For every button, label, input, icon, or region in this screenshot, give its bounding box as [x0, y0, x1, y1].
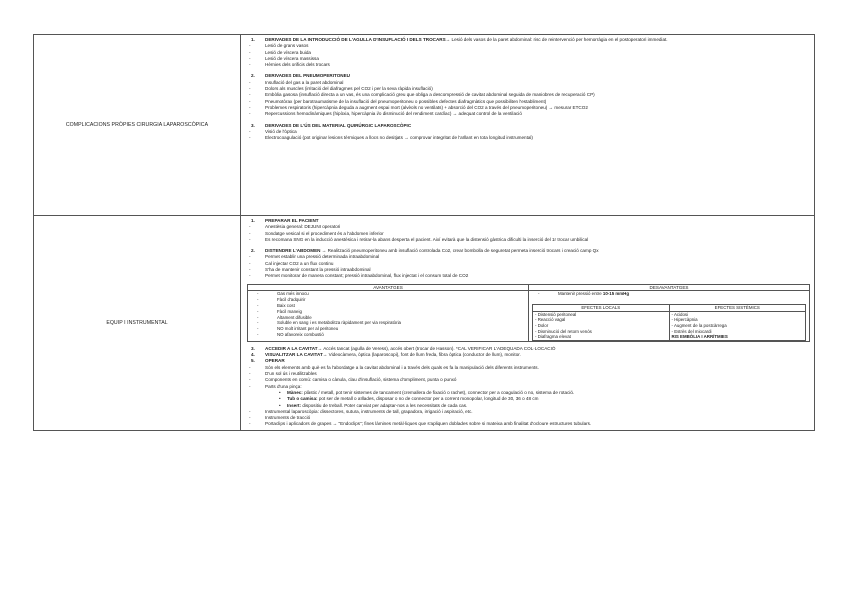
section-title: ACCEDIR A LA CAVITAT	[265, 345, 318, 351]
local-effects-header: EFECTES LOCALS	[533, 305, 670, 312]
advantages-header: AVANTATGES	[248, 284, 529, 291]
table-row	[34, 216, 815, 431]
section-title: DERIVADES DE LA INTRODUCCIÓ DE L'AGULLA D'INSUFLACIÓ I DELS TROCARS	[265, 37, 446, 42]
list	[249, 254, 810, 279]
section-title: OPERAR	[265, 358, 285, 364]
list-item: - Hipercàpnia	[671, 317, 698, 323]
sub-list	[265, 390, 810, 409]
section-title: PREPARAR EL PACIENT	[265, 218, 319, 223]
list-item: - Repercussions hemodinàmiques (hipòxia, hipercàpnia i/o disminució del rendiment cardíac) → adequat control de la ventilació	[249, 111, 522, 117]
list	[249, 128, 810, 142]
list-item: - Permet establir una pressió determinada intraabdominal	[249, 254, 380, 260]
list-item: - Dolors als muscles (irritació del diafragmes pel CO2 i per la seva ràpida insuflació)	[249, 86, 433, 92]
list-item: - Sondatge vesical si el procediment és a l'abdomen inferior	[249, 230, 384, 236]
systemic-effects-cell	[669, 311, 806, 340]
section-number: 2.	[251, 248, 255, 254]
section-title: DISTENDRE L'ABDOMEN	[265, 248, 321, 254]
list-item: - Lesió de víscera buida	[249, 49, 311, 55]
list-item: - Electrocoagulació (pot originar lesions tèrmiques a llocs no desitjats → comprovar integritat de l'aïllant en tota longitud instrumental)	[249, 135, 533, 141]
list-item: - Acidosi	[671, 311, 689, 317]
section-number: 2.	[251, 73, 255, 79]
list-item: - Lesió de grans vasos	[249, 43, 309, 49]
list-item: - Mantenir pressió entre 10-15 mmHg	[538, 291, 630, 297]
list-item: - Gas més innocu	[257, 291, 309, 297]
list-item: - Parts d'una pinça:	[249, 383, 302, 389]
list-item: - Són els elements amb què es fa l'abordatge a la cavitat abdominal i a través dels quals es fa la manipulació dels diferents instruments.	[249, 364, 539, 370]
list	[249, 224, 810, 243]
row-content	[241, 216, 815, 431]
list-item: - Reacció vagal	[535, 317, 566, 323]
list-item: - S'ha de mantenir constant la pressió intraabdominal	[249, 267, 371, 273]
effects-table	[532, 304, 806, 341]
section-number: 3.	[251, 122, 255, 128]
list-item: - Fàcil maneig	[257, 308, 302, 314]
section-number: 1.	[251, 218, 255, 223]
advantages-table	[247, 284, 810, 342]
systemic-effects-header: EFECTES SISTÈMICS	[669, 305, 806, 312]
section-title: DERIVADES DEL PNEUMOPERITONEU	[265, 73, 350, 79]
list-item: - Instruments de tracció	[249, 415, 311, 421]
section-title: DERIVADES DE L'ÚS DEL MATERIAL QUIRÚRGIC LAPAROSCÒPIC	[265, 122, 412, 128]
section-title-tail: → Realització pneumoperitoneu amb insuflació controlada Co2, crear bombolla de seguretat permeta inserció trocars i creació camp Qx	[321, 248, 599, 254]
list-item: - Portaclips i aplicadors de grapes → "Endoclips"; fines làmines metàl·liques que s'apliquen doblades sobre si mateixa amb finalitat d'ocloure estructures tubulars.	[249, 421, 592, 427]
list-item: - Distensió peritoneal	[535, 311, 577, 317]
section-number: 5.	[251, 358, 255, 364]
sub-list-item: • Insert: dispositiu de treball. Poter canviat per adaptar-nos a les necessitats de cada cas.	[279, 402, 468, 408]
list-item: - Dolor	[535, 323, 549, 329]
row-content	[241, 35, 815, 216]
list-item: - Problemes respiratoris (hipercàpnia deguda a augment espai mort (alvèols no ventilats) + absorció del CO2 a través del pneumoperitoneu) → mesurar ETCO2	[249, 104, 588, 110]
list-item: - Soluble en sang i es metabolitza ràpidament per via respiratòria	[257, 320, 401, 326]
list	[249, 43, 810, 68]
local-effects-cell	[533, 311, 670, 340]
list-item: - NO molt irritant per al peritoneu	[257, 326, 339, 332]
list-item: - Embòlia gasosa (insuflació directa a un vas, és una complicació greu que obliga a descompressió de cavitat abdominal seguida de maniobres de recuperació CP)	[249, 92, 595, 98]
list-item: - Anestèsia general: DEJUNI operatori	[249, 224, 341, 230]
table-row	[34, 35, 815, 216]
list-item: - Fàcil d'adquirir	[257, 297, 306, 303]
advantages-cell	[248, 291, 529, 341]
sub-list-item: • Mànec: plàstic / metall, pot tenir sistemes de tancament (cremallera de fixació o rachet), connector per a coagulació o no, sistema de rotació.	[279, 389, 575, 395]
list-item: - Es recomana SNG en la inducció anestèsica i retirar-la abans desperta el pacient. Així evitarà que la distensió gàstrica dificulti la inserció del 1r trocar umbilical	[249, 236, 589, 242]
systemic-risk: RIS EMBÒLIA I ARRÍTMIES	[671, 334, 728, 340]
list-item: - Instrumental laparoscòpia: dissectores, sutura, instruments de tall, grapadora, irrigació i aspiració, etc.	[249, 408, 473, 414]
list	[249, 408, 810, 428]
section-number: 4.	[251, 352, 255, 358]
sub-list-item: • Tub o camisa: pot ser de metall o aïllades, disposar o no de connector per a corrent monopolar, longitud de 30, 36 o 48 cm	[279, 396, 539, 402]
row-label: EQUIP I INSTRUMENTAL	[34, 216, 241, 431]
section-number: 1.	[251, 37, 255, 42]
summary-table	[33, 34, 815, 431]
row-label: COMPLICACIONS PRÒPIES CIRURGIA LAPAROSCÒPICA	[34, 35, 241, 216]
disadvantages-header: DESAVANTATGES	[529, 284, 810, 291]
list	[249, 364, 810, 390]
section-title: VISUALITZAR LA CAVITAT	[265, 352, 323, 358]
list-item: - Baix cost	[257, 303, 295, 309]
section-number: 3.	[251, 345, 255, 351]
disadvantages-cell	[529, 291, 810, 341]
list-item: - Lesió de víscera massissa	[249, 55, 319, 61]
list-item: - Visió de l'òptica	[249, 128, 297, 134]
section-title-tail: → Accés tancat (agulla de Veress), accés obert (trocar de Hasson). *CAL VERIFICAR L'ADEQUADA COL·LOCACIÓ	[317, 345, 556, 351]
list-item: - Pneumotòrax (per barotraumatisme de la insuflació del pneumoperitoneu o possibles defectes diafragmàtics que possibiliten l'establiment)	[249, 98, 547, 104]
list-item: - Altament difusible	[257, 314, 312, 320]
section-title-tail: → Videocàmera, òptica (laparoscopi), font de llum freda, fibra òptica (conductor de llum), monitor.	[322, 352, 521, 358]
list-item: - Disminució del retorn venós	[535, 328, 592, 334]
list-item: - Components en comú: camisa o cànula, clau d'insuflació, sistema d'ompliment, punta o punxó	[249, 377, 457, 383]
list-item: - Insuflació del gas a la paret abdominal	[249, 79, 344, 85]
list-item: - Hèrnies dels orificis dels trocars	[249, 62, 330, 68]
list-item: - Estrès del miocardi	[671, 328, 712, 334]
section-title-tail: → Lesió dels vasos de la paret abdominal: risc de reintervenció per hemorràgia en el postoperatori immediat.	[445, 37, 668, 42]
list-item: - NO afavoreix combustió	[257, 332, 324, 338]
list-item: - Augment de la postcàrrega	[671, 323, 727, 329]
list-item: - Cal injectar CO2 a un flux continu	[249, 260, 334, 266]
list	[249, 79, 810, 118]
list-item: - D'un sol ús i reutilitzables	[249, 371, 317, 377]
list-item: - Diafragma elevat	[535, 334, 571, 340]
list-item: - Permet monitorar de manera constant; pressió intraabdominal, flux injectat i el consum total de CO2	[249, 273, 469, 279]
